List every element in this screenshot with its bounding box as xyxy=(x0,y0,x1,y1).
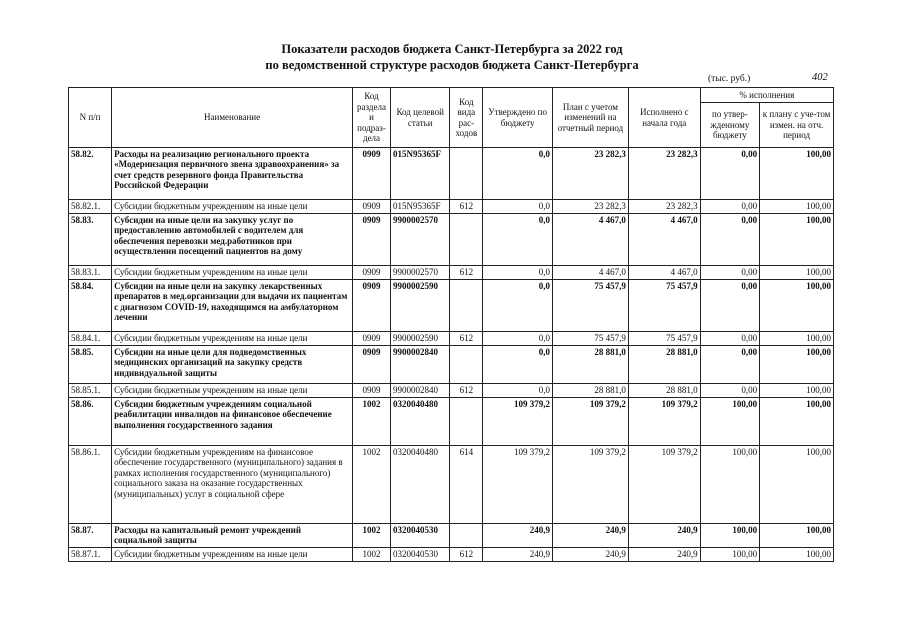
row-razdel: 0909 xyxy=(353,332,391,346)
row-number: 58.87. xyxy=(69,524,112,548)
row-razdel: 1002 xyxy=(353,398,391,446)
row-vr xyxy=(450,148,483,200)
row-vr xyxy=(450,524,483,548)
row-name: Субсидии бюджетным учреждениям на иные цели xyxy=(112,200,353,214)
row-executed: 109 379,2 xyxy=(628,446,700,524)
header-pct-group: % исполнения xyxy=(700,88,833,103)
row-pct-plan: 100,00 xyxy=(760,200,834,214)
table-row xyxy=(69,398,834,446)
row-razdel: 1002 xyxy=(353,548,391,562)
row-razdel: 0909 xyxy=(353,214,391,266)
row-vr: 614 xyxy=(450,446,483,524)
header-approved: Утверждено по бюджету xyxy=(483,88,553,148)
row-number: 58.85.1. xyxy=(69,384,112,398)
row-executed: 28 881,0 xyxy=(628,384,700,398)
table-row xyxy=(69,384,834,398)
table-row xyxy=(69,346,834,384)
row-pct-plan: 100,00 xyxy=(760,148,834,200)
header-executed: Исполнено с начала года xyxy=(628,88,700,148)
row-plan: 4 467,0 xyxy=(552,214,628,266)
row-vr: 612 xyxy=(450,384,483,398)
row-razdel: 0909 xyxy=(353,148,391,200)
row-pct-budget: 100,00 xyxy=(700,524,759,548)
row-plan: 109 379,2 xyxy=(552,446,628,524)
row-executed: 4 467,0 xyxy=(628,214,700,266)
row-razdel: 1002 xyxy=(353,446,391,524)
table-row xyxy=(69,524,834,548)
document-title: Показатели расходов бюджета Санкт-Петербурга за 2022 год xyxy=(281,42,623,56)
row-number: 58.86. xyxy=(69,398,112,446)
row-name: Субсидии бюджетным учреждениям на финансовое обеспечение государственного (муниципального) задания в рамках исполнения государственного (муниципального) социального заказа на оказание государственных (муниципальных) услуг в социальной сфере xyxy=(112,446,353,524)
row-approved: 0,0 xyxy=(483,346,553,384)
row-plan: 75 457,9 xyxy=(552,332,628,346)
row-cs: 9900002590 xyxy=(390,280,449,332)
row-approved: 0,0 xyxy=(483,384,553,398)
row-approved: 0,0 xyxy=(483,148,553,200)
row-pct-budget: 0,00 xyxy=(700,332,759,346)
row-cs: 0320040480 xyxy=(390,446,449,524)
row-pct-plan: 100,00 xyxy=(760,280,834,332)
row-razdel: 0909 xyxy=(353,266,391,280)
row-pct-plan: 100,00 xyxy=(760,548,834,562)
row-plan: 4 467,0 xyxy=(552,266,628,280)
row-plan: 240,9 xyxy=(552,524,628,548)
row-approved: 0,0 xyxy=(483,332,553,346)
row-plan: 109 379,2 xyxy=(552,398,628,446)
header-name: Наименование xyxy=(112,88,353,148)
header-plan: План с учетом изменений на отчетный период xyxy=(552,88,628,148)
row-number: 58.82.1. xyxy=(69,200,112,214)
row-cs: 9900002590 xyxy=(390,332,449,346)
row-vr: 612 xyxy=(450,266,483,280)
row-cs: 9900002570 xyxy=(390,266,449,280)
header-razdel: Код раздела и подраз-дела xyxy=(353,88,391,148)
row-cs: 0320040530 xyxy=(390,548,449,562)
table-row xyxy=(69,332,834,346)
row-vr xyxy=(450,214,483,266)
table-row xyxy=(69,214,834,266)
row-executed: 75 457,9 xyxy=(628,332,700,346)
row-approved: 109 379,2 xyxy=(483,446,553,524)
row-name: Субсидии бюджетным учреждениям на иные цели xyxy=(112,332,353,346)
row-pct-budget: 0,00 xyxy=(700,384,759,398)
row-pct-plan: 100,00 xyxy=(760,384,834,398)
row-pct-budget: 0,00 xyxy=(700,214,759,266)
row-approved: 0,0 xyxy=(483,266,553,280)
row-executed: 240,9 xyxy=(628,548,700,562)
row-pct-budget: 100,00 xyxy=(700,446,759,524)
header-pct-plan: к плану с уче-том измен. на отч. период xyxy=(760,103,834,148)
row-pct-plan: 100,00 xyxy=(760,332,834,346)
row-cs: 015N95365F xyxy=(390,148,449,200)
row-razdel: 0909 xyxy=(353,384,391,398)
budget-table xyxy=(68,87,834,562)
table-row xyxy=(69,200,834,214)
row-name: Субсидии на иные цели на закупку услуг по предоставлению автомобилей с водителем для обеспечения перевозки мед.работников при осуществлении посещений пациентов на дому xyxy=(112,214,353,266)
row-razdel: 1002 xyxy=(353,524,391,548)
row-name: Расходы на капитальный ремонт учреждений социальной защиты xyxy=(112,524,353,548)
header-vr: Код вида рас-ходов xyxy=(450,88,483,148)
header-pct-budget: по утвер-жденному бюджету xyxy=(700,103,759,148)
row-plan: 23 282,3 xyxy=(552,148,628,200)
row-pct-budget: 0,00 xyxy=(700,346,759,384)
row-cs: 9900002570 xyxy=(390,214,449,266)
row-name: Расходы на реализацию регионального проекта «Модернизация первичного звена здравоохранения» за счет средств резервного фонда Правительства Российской Федерации xyxy=(112,148,353,200)
row-name: Субсидии на иные цели на закупку лекарственных препаратов в мед.организации для выдачи их пациентам с диагнозом COVID-19, находящимся на амбулаторном лечении xyxy=(112,280,353,332)
row-pct-budget: 0,00 xyxy=(700,280,759,332)
table-row xyxy=(69,548,834,562)
row-pct-budget: 100,00 xyxy=(700,398,759,446)
row-name: Субсидии бюджетным учреждениям социальной реабилитации инвалидов на финансовое обеспечение выполнения государственного задания xyxy=(112,398,353,446)
row-cs: 9900002840 xyxy=(390,384,449,398)
row-executed: 75 457,9 xyxy=(628,280,700,332)
row-pct-budget: 0,00 xyxy=(700,148,759,200)
row-cs: 9900002840 xyxy=(390,346,449,384)
row-number: 58.87.1. xyxy=(69,548,112,562)
row-vr xyxy=(450,346,483,384)
row-pct-plan: 100,00 xyxy=(760,398,834,446)
row-number: 58.82. xyxy=(69,148,112,200)
page-number: 402 xyxy=(812,72,828,83)
table-row xyxy=(69,446,834,524)
row-cs: 015N95365F xyxy=(390,200,449,214)
row-approved: 0,0 xyxy=(483,214,553,266)
row-name: Субсидии на иные цели для подведомственных медицинских организаций на закупку средств индивидуальной защиты xyxy=(112,346,353,384)
row-plan: 240,9 xyxy=(552,548,628,562)
row-executed: 4 467,0 xyxy=(628,266,700,280)
row-pct-plan: 100,00 xyxy=(760,446,834,524)
row-razdel: 0909 xyxy=(353,200,391,214)
row-pct-plan: 100,00 xyxy=(760,346,834,384)
row-executed: 240,9 xyxy=(628,524,700,548)
row-number: 58.83. xyxy=(69,214,112,266)
row-plan: 28 881,0 xyxy=(552,346,628,384)
row-razdel: 0909 xyxy=(353,280,391,332)
row-approved: 240,9 xyxy=(483,548,553,562)
row-executed: 28 881,0 xyxy=(628,346,700,384)
row-plan: 75 457,9 xyxy=(552,280,628,332)
row-cs: 0320040480 xyxy=(390,398,449,446)
header-npp: N п/п xyxy=(69,88,112,148)
row-executed: 23 282,3 xyxy=(628,148,700,200)
row-executed: 23 282,3 xyxy=(628,200,700,214)
row-executed: 109 379,2 xyxy=(628,398,700,446)
row-plan: 23 282,3 xyxy=(552,200,628,214)
row-pct-budget: 100,00 xyxy=(700,548,759,562)
header-cs: Код целевой статьи xyxy=(390,88,449,148)
row-number: 58.83.1. xyxy=(69,266,112,280)
row-approved: 0,0 xyxy=(483,280,553,332)
units-label: (тыс. руб.) xyxy=(708,74,751,84)
row-approved: 109 379,2 xyxy=(483,398,553,446)
row-vr xyxy=(450,398,483,446)
row-pct-plan: 100,00 xyxy=(760,266,834,280)
row-pct-budget: 0,00 xyxy=(700,266,759,280)
row-pct-plan: 100,00 xyxy=(760,214,834,266)
row-number: 58.85. xyxy=(69,346,112,384)
row-vr xyxy=(450,280,483,332)
table-row xyxy=(69,280,834,332)
table-row xyxy=(69,148,834,200)
row-approved: 240,9 xyxy=(483,524,553,548)
row-plan: 28 881,0 xyxy=(552,384,628,398)
row-number: 58.84.1. xyxy=(69,332,112,346)
row-cs: 0320040530 xyxy=(390,524,449,548)
row-vr: 612 xyxy=(450,548,483,562)
table-row xyxy=(69,266,834,280)
row-vr: 612 xyxy=(450,332,483,346)
document-subtitle: по ведомственной структуре расходов бюджета Санкт-Петербурга xyxy=(265,58,639,72)
row-approved: 0,0 xyxy=(483,200,553,214)
row-pct-budget: 0,00 xyxy=(700,200,759,214)
row-vr: 612 xyxy=(450,200,483,214)
row-name: Субсидии бюджетным учреждениям на иные цели xyxy=(112,548,353,562)
row-pct-plan: 100,00 xyxy=(760,524,834,548)
row-razdel: 0909 xyxy=(353,346,391,384)
row-number: 58.86.1. xyxy=(69,446,112,524)
row-name: Субсидии бюджетным учреждениям на иные цели xyxy=(112,266,353,280)
row-number: 58.84. xyxy=(69,280,112,332)
row-name: Субсидии бюджетным учреждениям на иные цели xyxy=(112,384,353,398)
